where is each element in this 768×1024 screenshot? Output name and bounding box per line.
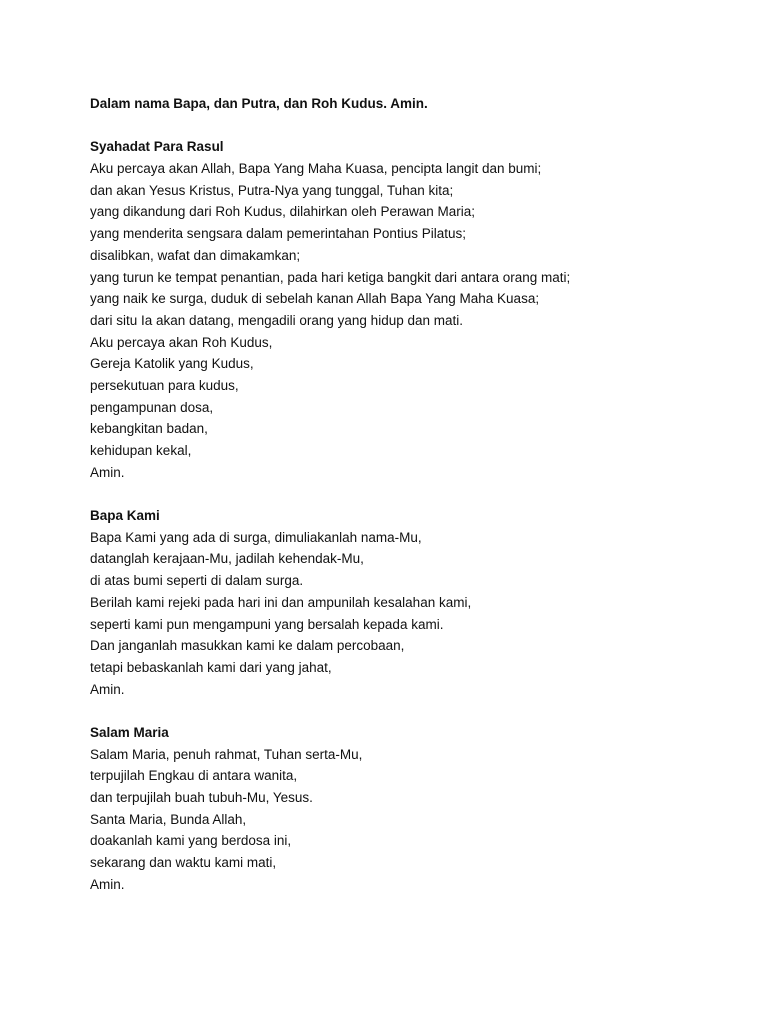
prayer-line: persekutuan para kudus, xyxy=(90,377,239,393)
prayer-line: disalibkan, wafat dan dimakamkan; xyxy=(90,247,301,263)
prayer-line: yang dikandung dari Roh Kudus, dilahirkan oleh Perawan Maria; xyxy=(90,204,475,220)
prayer-line: pengampunan dosa, xyxy=(90,399,214,415)
prayer-line: Aku percaya akan Roh Kudus, xyxy=(90,334,273,350)
prayer-line: Amin. xyxy=(90,681,125,697)
prayer-line: seperti kami pun mengampuni yang bersalah kepada kami. xyxy=(90,616,444,632)
prayer-line: Amin. xyxy=(90,876,125,892)
prayer-line: Aku percaya akan Allah, Bapa Yang Maha Kuasa, pencipta langit dan bumi; xyxy=(90,161,542,177)
prayer-line: Dan janganlah masukkan kami ke dalam percobaan, xyxy=(90,638,405,654)
prayer-line: datanglah kerajaan-Mu, jadilah kehendak-Mu, xyxy=(90,551,364,567)
prayer-line: dari situ Ia akan datang, mengadili orang yang hidup dan mati. xyxy=(90,312,463,328)
prayer-line: yang turun ke tempat penantian, pada hari ketiga bangkit dari antara orang mati; xyxy=(90,269,571,285)
section-title: Syahadat Para Rasul xyxy=(90,139,224,155)
section-title: Salam Maria xyxy=(90,724,169,740)
prayer-line: Berilah kami rejeki pada hari ini dan ampunilah kesalahan kami, xyxy=(90,594,472,610)
section-title: Bapa Kami xyxy=(90,508,160,524)
spacer xyxy=(90,115,730,137)
prayer-line: yang menderita sengsara dalam pemerintahan Pontius Pilatus; xyxy=(90,226,466,242)
prayer-line: kehidupan kekal, xyxy=(90,443,192,458)
prayer-line: dan akan Yesus Kristus, Putra-Nya yang tunggal, Tuhan kita; xyxy=(90,182,454,198)
prayer-line: tetapi bebaskanlah kami dari yang jahat, xyxy=(90,659,332,675)
prayer-line: dan terpujilah buah tubuh-Mu, Yesus. xyxy=(90,790,313,805)
prayer-line: Bapa Kami yang ada di surga, dimuliakanlah nama-Mu, xyxy=(90,529,422,545)
prayer-line: Amin. xyxy=(90,464,125,480)
prayer-line: yang naik ke surga, duduk di sebelah kanan Allah Bapa Yang Maha Kuasa; xyxy=(90,291,540,307)
prayer-line: doakanlah kami yang berdosa ini, xyxy=(90,833,292,849)
prayer-line: terpujilah Engkau di antara wanita, xyxy=(90,768,298,784)
prayer-line: sekarang dan waktu kami mati, xyxy=(90,855,277,871)
spacer xyxy=(90,700,730,722)
prayer-line: di atas bumi seperti di dalam surga. xyxy=(90,573,304,589)
document-page xyxy=(90,93,730,895)
opening-line: Dalam nama Bapa, dan Putra, dan Roh Kudus. Amin. xyxy=(90,96,428,111)
prayer-line: Salam Maria, penuh rahmat, Tuhan serta-Mu, xyxy=(90,746,363,762)
prayer-line: Santa Maria, Bunda Allah, xyxy=(90,811,247,827)
prayer-line: Gereja Katolik yang Kudus, xyxy=(90,356,254,372)
prayer-line: kebangkitan badan, xyxy=(90,421,208,437)
spacer xyxy=(90,483,730,505)
